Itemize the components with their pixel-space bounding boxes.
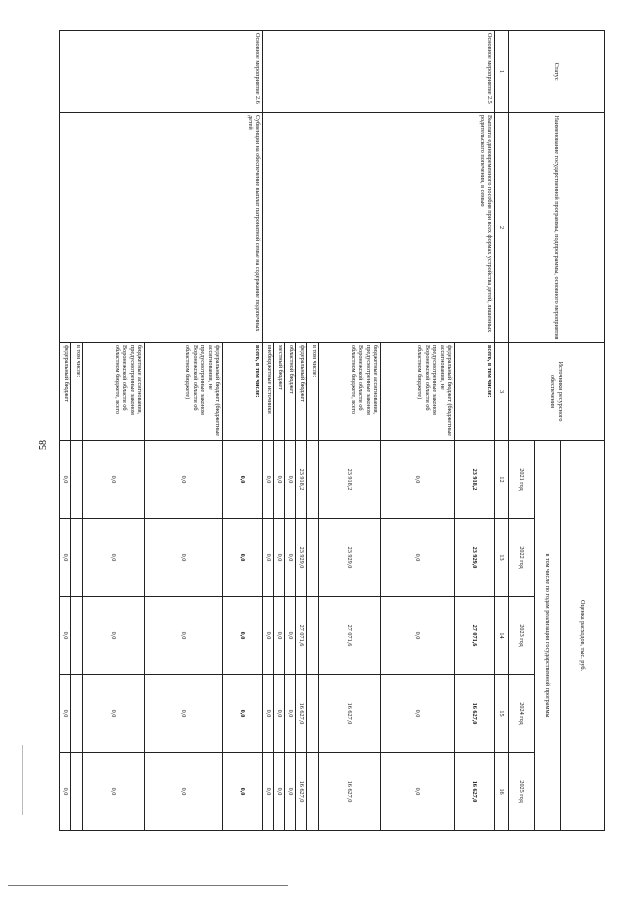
- value-cell: 0,0: [83, 441, 145, 519]
- value-cell: 27 071,6: [296, 597, 307, 675]
- source-cell: в том числе:: [71, 343, 83, 441]
- header-year: 2021 год: [509, 441, 535, 519]
- source-cell: федеральный бюджет: [60, 343, 71, 441]
- value-cell: 0,0: [83, 519, 145, 597]
- value-cell: 0,0: [274, 519, 285, 597]
- source-cell: всего, в том числе:: [223, 343, 263, 441]
- column-number: 16: [495, 753, 509, 831]
- value-cell: 0,0: [274, 597, 285, 675]
- bottom-scan-line: [8, 885, 288, 886]
- value-cell: 0,0: [285, 519, 296, 597]
- header-status: Статус: [509, 31, 605, 113]
- value-cell: 0,0: [83, 597, 145, 675]
- value-cell: 16 627,0: [455, 675, 495, 753]
- value-cell: 0,0: [274, 441, 285, 519]
- source-cell: федеральный бюджет (бюджетные ассигнования, не предусмотренные законом Воронежской области об областном бюджете): [145, 343, 223, 441]
- table-row: [455, 31, 495, 831]
- value-cell: 16 627,0: [296, 753, 307, 831]
- value-cell: 23 918,2: [296, 441, 307, 519]
- activity-name-cell: Выплата единовременного пособия при всех формах устройства детей, лишенных родительского попечения, в семью: [263, 113, 495, 343]
- value-cell: 0,0: [145, 597, 223, 675]
- table-row: [223, 31, 263, 831]
- value-cell: 0,0: [263, 441, 274, 519]
- source-cell: областной бюджет: [285, 343, 296, 441]
- source-cell: местный бюджет: [274, 343, 285, 441]
- value-cell: 27 071,6: [319, 597, 381, 675]
- value-cell: [71, 519, 83, 597]
- column-number: 15: [495, 675, 509, 753]
- value-cell: 0,0: [285, 597, 296, 675]
- value-cell: 0,0: [263, 519, 274, 597]
- value-cell: 0,0: [60, 675, 71, 753]
- value-cell: 0,0: [381, 675, 455, 753]
- header-year: 2022 год: [509, 519, 535, 597]
- source-cell: внебюджетные источники: [263, 343, 274, 441]
- expenditure-table: [59, 30, 605, 831]
- value-cell: 23 929,0: [319, 519, 381, 597]
- value-cell: 16 627,0: [455, 753, 495, 831]
- column-number: 1: [495, 31, 509, 113]
- header-year: 2024 год: [509, 675, 535, 753]
- value-cell: [307, 753, 319, 831]
- value-cell: 0,0: [285, 753, 296, 831]
- value-cell: 16 627,0: [296, 675, 307, 753]
- value-cell: 0,0: [223, 753, 263, 831]
- value-cell: [307, 519, 319, 597]
- status-cell: Основное мероприятие 2.5: [263, 31, 495, 113]
- value-cell: 0,0: [381, 441, 455, 519]
- header-source: Источники ресурсного обеспечения: [509, 343, 605, 441]
- left-scan-mark: [22, 745, 23, 815]
- value-cell: 0,0: [145, 441, 223, 519]
- value-cell: 0,0: [263, 597, 274, 675]
- column-number: 12: [495, 441, 509, 519]
- header-year: 2025 год: [509, 753, 535, 831]
- value-cell: 0,0: [60, 597, 71, 675]
- column-number: 14: [495, 597, 509, 675]
- source-cell: в том числе:: [307, 343, 319, 441]
- value-cell: 0,0: [83, 753, 145, 831]
- value-cell: 0,0: [381, 519, 455, 597]
- value-cell: 0,0: [60, 753, 71, 831]
- source-cell: федеральный бюджет: [296, 343, 307, 441]
- column-number: 2: [495, 113, 509, 343]
- value-cell: [71, 597, 83, 675]
- value-cell: 0,0: [223, 519, 263, 597]
- header-by-years: в том числе по годам реализации государственной программы: [535, 441, 561, 831]
- value-cell: 0,0: [145, 519, 223, 597]
- value-cell: 16 627,0: [319, 675, 381, 753]
- source-cell: федеральный бюджет (бюджетные ассигнования, не предусмотренные законом Воронежской области об областном бюджете): [381, 343, 455, 441]
- value-cell: 0,0: [263, 753, 274, 831]
- column-number: 3: [495, 343, 509, 441]
- value-cell: 0,0: [223, 441, 263, 519]
- page-number: 58: [38, 440, 49, 450]
- value-cell: 0,0: [60, 441, 71, 519]
- table-body: [60, 31, 495, 831]
- value-cell: 16 627,0: [319, 753, 381, 831]
- header-name: Наименование государственной программы, подпрограммы, основного мероприятия: [509, 113, 605, 343]
- value-cell: [307, 441, 319, 519]
- value-cell: 23 918,2: [319, 441, 381, 519]
- value-cell: 23 918,2: [455, 441, 495, 519]
- value-cell: 0,0: [223, 597, 263, 675]
- value-cell: 0,0: [274, 675, 285, 753]
- column-number: 13: [495, 519, 509, 597]
- source-cell: всего, в том числе:: [455, 343, 495, 441]
- value-cell: [307, 597, 319, 675]
- source-cell: бюджетные ассигнования, предусмотренные законом Воронежской области об областном бюджете, всего: [319, 343, 381, 441]
- value-cell: 0,0: [285, 441, 296, 519]
- value-cell: 0,0: [285, 675, 296, 753]
- value-cell: 0,0: [274, 753, 285, 831]
- value-cell: 0,0: [145, 753, 223, 831]
- value-cell: 27 071,6: [455, 597, 495, 675]
- value-cell: 0,0: [145, 675, 223, 753]
- value-cell: 0,0: [223, 675, 263, 753]
- value-cell: 0,0: [381, 753, 455, 831]
- value-cell: 0,0: [263, 675, 274, 753]
- value-cell: 0,0: [60, 519, 71, 597]
- value-cell: [71, 753, 83, 831]
- value-cell: [307, 675, 319, 753]
- header-estimate: Оценка расходов, тыс. руб.: [561, 441, 605, 831]
- value-cell: 23 929,0: [455, 519, 495, 597]
- status-cell: Основное мероприятие 2.6: [60, 31, 263, 113]
- value-cell: [71, 675, 83, 753]
- header-year: 2023 год: [509, 597, 535, 675]
- value-cell: 0,0: [83, 675, 145, 753]
- value-cell: 23 929,0: [296, 519, 307, 597]
- rotated-table-wrapper: [61, 30, 605, 830]
- activity-name-cell: Субвенции на обеспечение выплат патронатной семье на содержание подопечных детей: [60, 113, 263, 343]
- value-cell: 0,0: [381, 597, 455, 675]
- source-cell: бюджетные ассигнования, предусмотренные законом Воронежской области об областном бюджете, всего: [83, 343, 145, 441]
- value-cell: [71, 441, 83, 519]
